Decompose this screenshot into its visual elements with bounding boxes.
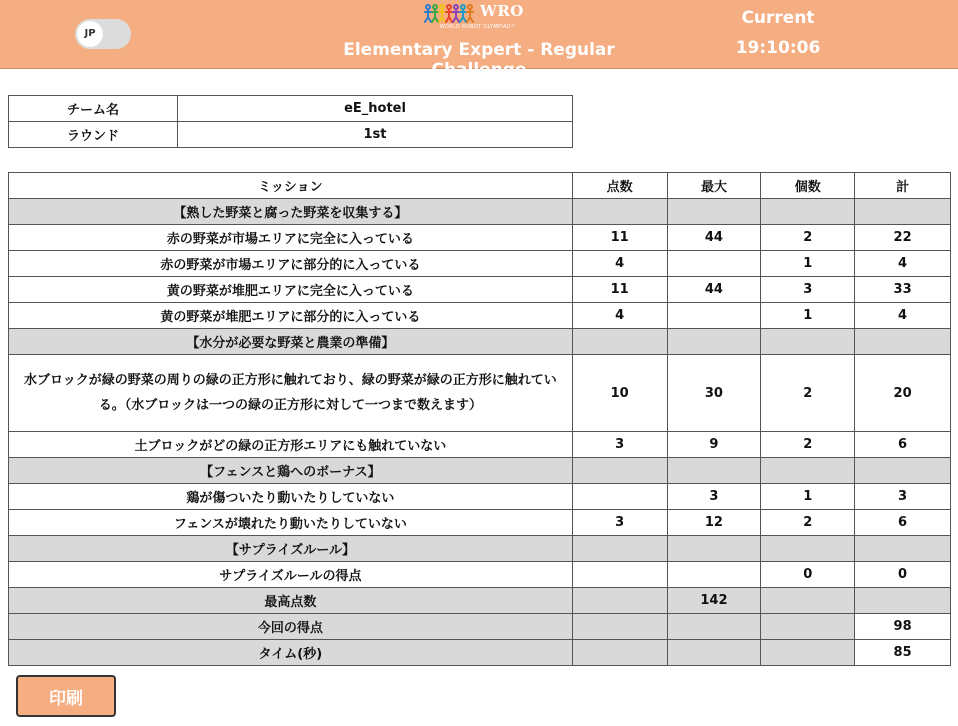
max-score-row	[9, 588, 951, 614]
app-header	[0, 0, 958, 80]
section-cell	[761, 536, 855, 562]
mission-max: 9	[667, 432, 761, 458]
section-row	[9, 329, 951, 355]
mission-count[interactable]: 1	[761, 484, 855, 510]
mission-points	[572, 562, 667, 588]
mission-count[interactable]: 2	[761, 225, 855, 251]
mission-count[interactable]: 2	[761, 510, 855, 536]
mission-total: 33	[855, 277, 951, 303]
current-score-label: 今回の得点	[9, 614, 573, 640]
mission-points: 3	[572, 432, 667, 458]
section-cell	[667, 199, 761, 225]
round-row	[9, 122, 573, 148]
section-cell	[761, 199, 855, 225]
score-table	[8, 172, 951, 666]
summary-cell	[572, 640, 667, 666]
logo-subtitle: WORLD ROBOT OLYMPIAD™	[439, 24, 517, 30]
mission-total: 4	[855, 303, 951, 329]
table-row	[9, 355, 951, 432]
section-cell	[667, 536, 761, 562]
score-table-header	[9, 173, 951, 199]
team-row	[9, 96, 573, 122]
table-row	[9, 562, 951, 588]
mission-points: 11	[572, 225, 667, 251]
logo-text: WRO	[480, 2, 524, 20]
table-row	[9, 251, 951, 277]
page-title: Elementary Expert - Regular Challenge	[343, 40, 615, 80]
max-score-value: 142	[667, 588, 761, 614]
mission-count[interactable]: 1	[761, 303, 855, 329]
print-button[interactable]: 印刷	[16, 675, 116, 717]
mission-total: 22	[855, 225, 951, 251]
mission-max: 3	[667, 484, 761, 510]
current-time: 19:10:06	[735, 38, 821, 58]
mission-name: 赤の野菜が市場エリアに完全に入っている	[9, 225, 573, 251]
section-cell	[572, 199, 667, 225]
summary-cell	[572, 588, 667, 614]
header-points: 点数	[572, 173, 667, 199]
mission-points	[572, 484, 667, 510]
team-label: チーム名	[9, 96, 178, 122]
mission-max: 44	[667, 225, 761, 251]
table-row	[9, 225, 951, 251]
mission-max	[667, 251, 761, 277]
mission-max: 12	[667, 510, 761, 536]
section-title: 【熟した野菜と腐った野菜を収集する】	[9, 199, 573, 225]
mission-points: 10	[572, 355, 667, 432]
section-cell	[572, 329, 667, 355]
language-toggle-knob[interactable]: JP	[77, 21, 103, 47]
section-cell	[761, 458, 855, 484]
section-row	[9, 536, 951, 562]
current-score-row	[9, 614, 951, 640]
section-cell	[667, 458, 761, 484]
section-cell	[855, 536, 951, 562]
mission-name: 赤の野菜が市場エリアに部分的に入っている	[9, 251, 573, 277]
mission-total: 0	[855, 562, 951, 588]
table-row	[9, 277, 951, 303]
current-label: Current	[741, 8, 815, 28]
mission-name: 鶏が傷ついたり動いたりしていない	[9, 484, 573, 510]
wro-logo	[424, 3, 536, 29]
mission-total: 4	[855, 251, 951, 277]
summary-cell	[761, 588, 855, 614]
mission-total: 3	[855, 484, 951, 510]
mission-count[interactable]: 3	[761, 277, 855, 303]
time-row	[9, 640, 951, 666]
header-max: 最大	[667, 173, 761, 199]
section-title: 【サプライズルール】	[9, 536, 573, 562]
mission-max	[667, 562, 761, 588]
table-row	[9, 303, 951, 329]
mission-total: 6	[855, 432, 951, 458]
section-cell	[572, 458, 667, 484]
header-count: 個数	[761, 173, 855, 199]
mission-count[interactable]: 1	[761, 251, 855, 277]
summary-cell	[667, 640, 761, 666]
summary-cell	[761, 640, 855, 666]
mission-max	[667, 303, 761, 329]
table-row	[9, 484, 951, 510]
time-label: タイム(秒)	[9, 640, 573, 666]
mission-name: サプライズルールの得点	[9, 562, 573, 588]
logo-people-icon	[424, 4, 480, 24]
section-title: 【水分が必要な野菜と農業の準備】	[9, 329, 573, 355]
mission-points: 4	[572, 251, 667, 277]
team-value: eE_hotel	[178, 96, 573, 122]
mission-name: 黄の野菜が堆肥エリアに部分的に入っている	[9, 303, 573, 329]
section-cell	[855, 329, 951, 355]
table-row	[9, 432, 951, 458]
round-label: ラウンド	[9, 122, 178, 148]
header-mission: ミッション	[9, 173, 573, 199]
max-score-label: 最高点数	[9, 588, 573, 614]
mission-max: 30	[667, 355, 761, 432]
mission-max: 44	[667, 277, 761, 303]
language-toggle[interactable]	[75, 19, 131, 49]
summary-cell	[667, 614, 761, 640]
header-total: 計	[855, 173, 951, 199]
section-cell	[761, 329, 855, 355]
mission-name: フェンスが壊れたり動いたりしていない	[9, 510, 573, 536]
summary-cell	[855, 588, 951, 614]
current-score-value: 98	[855, 614, 951, 640]
summary-cell	[761, 614, 855, 640]
section-cell	[855, 199, 951, 225]
section-row	[9, 458, 951, 484]
mission-name: 土ブロックがどの緑の正方形エリアにも触れていない	[9, 432, 573, 458]
mission-total: 20	[855, 355, 951, 432]
mission-count[interactable]: 2	[761, 432, 855, 458]
mission-points: 4	[572, 303, 667, 329]
mission-count[interactable]: 0	[761, 562, 855, 588]
mission-name-text: 水ブロックが緑の野菜の周りの緑の正方形に触れており、緑の野菜が緑の正方形に触れている。（水ブロックは一つの緑の正方形に対して一つまで数えます）	[23, 373, 557, 413]
section-cell	[667, 329, 761, 355]
time-value[interactable]: 85	[855, 640, 951, 666]
round-value: 1st	[178, 122, 573, 148]
mission-total: 6	[855, 510, 951, 536]
section-title: 【フェンスと鶏へのボーナス】	[9, 458, 573, 484]
mission-points: 11	[572, 277, 667, 303]
team-info-table	[8, 95, 573, 148]
section-row	[9, 199, 951, 225]
table-row	[9, 510, 951, 536]
section-cell	[572, 536, 667, 562]
mission-count[interactable]: 2	[761, 355, 855, 432]
section-cell	[855, 458, 951, 484]
mission-name: 黄の野菜が堆肥エリアに完全に入っている	[9, 277, 573, 303]
mission-name	[9, 355, 573, 432]
mission-points: 3	[572, 510, 667, 536]
summary-cell	[572, 614, 667, 640]
